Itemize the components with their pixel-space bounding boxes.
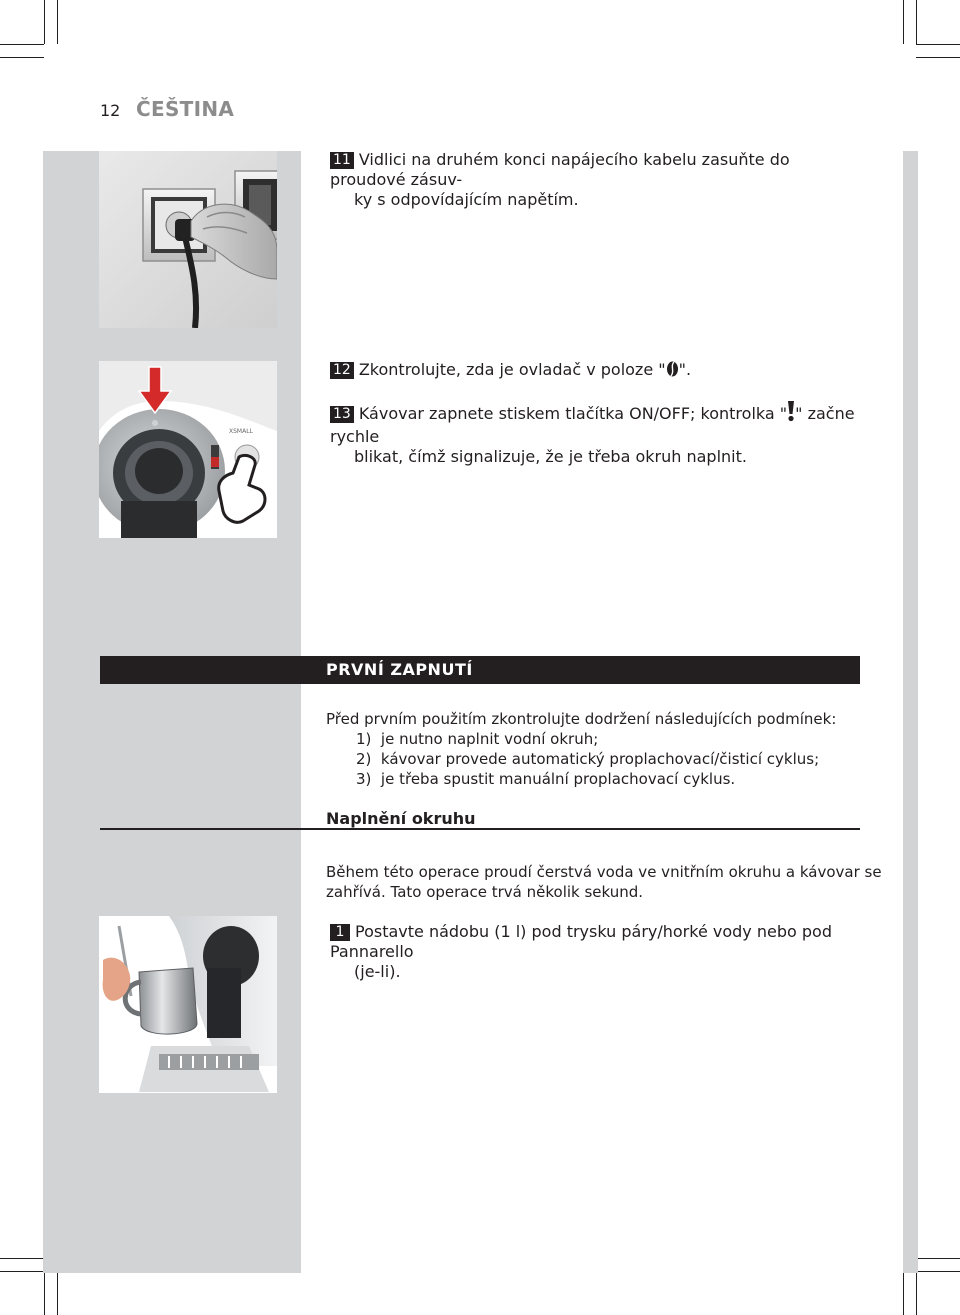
crop-mark <box>916 44 960 45</box>
subsection-rule <box>100 828 860 830</box>
step-11 <box>330 150 870 210</box>
step-12-text-before: Zkontrolujte, zda je ovladač v poloze " <box>358 360 666 379</box>
language-heading: ČEŠTINA <box>136 97 235 121</box>
machine-brand-label: XSMALL <box>229 428 253 435</box>
step-1-line2: (je-li). <box>354 962 401 981</box>
list-item: 1) je nutno naplnit vodní okruh; <box>356 730 599 748</box>
step-11-line2: ky s odpovídajícím napětím. <box>354 190 579 209</box>
crop-mark <box>57 0 58 44</box>
crop-mark <box>916 1271 960 1272</box>
crop-mark <box>916 1258 960 1259</box>
exclamation-icon <box>787 400 795 427</box>
coffee-bean-icon <box>666 361 679 382</box>
crop-mark <box>903 1271 904 1315</box>
step-12-text-after: ". <box>678 360 692 379</box>
list-item: 2) kávovar provede automatický proplachovací/čisticí cyklus; <box>356 750 820 768</box>
photo-jug-under-wand <box>99 916 277 1093</box>
step-12 <box>330 360 870 382</box>
step-1-line1: Postavte nádobu (1 l) pod trysku páry/horké vody nebo pod Pannarello <box>330 922 832 961</box>
step-13-text-before: Kávovar zapnete stiskem tlačítka ON/OFF; kontrolka " <box>358 404 788 423</box>
step-1 <box>330 922 890 982</box>
crop-mark <box>0 44 44 45</box>
step-13 <box>330 400 890 467</box>
conditions-list <box>356 729 819 789</box>
section-intro: Před prvním použitím zkontrolujte dodržení následujících podmínek: <box>326 710 837 728</box>
paragraph-line-2: zahřívá. Tato operace trvá několik sekund. <box>326 883 644 901</box>
section-title: PRVNÍ ZAPNUTÍ <box>326 660 473 679</box>
crop-mark <box>44 1271 45 1315</box>
step-number-11: 11 <box>330 152 354 169</box>
subsection-title: Naplnění okruhu <box>326 809 476 828</box>
step-13-text-after: " začne rychle <box>330 404 855 446</box>
crop-mark <box>57 1271 58 1315</box>
step-number-12: 12 <box>330 362 354 379</box>
photo-machine-controls <box>99 361 277 538</box>
crop-mark <box>0 57 44 58</box>
step-11-line1: Vidlici na druhém konci napájecího kabelu zasuňte do proudové zásuv- <box>330 150 790 189</box>
crop-mark <box>916 0 917 44</box>
crop-mark <box>0 1271 44 1272</box>
page-number: 12 <box>100 101 121 120</box>
crop-mark <box>916 1271 917 1315</box>
step-number-13: 13 <box>330 406 354 423</box>
crop-mark <box>0 1258 44 1259</box>
paragraph-line-1: Během této operace proudí čerstvá voda ve vnitřním okruhu a kávovar se <box>326 863 882 881</box>
step-number-1: 1 <box>330 924 350 941</box>
grey-right-strip <box>903 151 918 1273</box>
crop-mark <box>916 57 960 58</box>
section-header-bar <box>100 656 860 684</box>
crop-mark <box>44 0 45 44</box>
step-13-line2: blikat, čímž signalizuje, že je třeba okruh naplnit. <box>354 447 747 466</box>
crop-mark <box>903 0 904 44</box>
list-item: 3) je třeba spustit manuální proplachovací cyklus. <box>356 770 736 788</box>
photo-plug-socket <box>99 151 277 328</box>
subsection-paragraph <box>326 862 886 902</box>
